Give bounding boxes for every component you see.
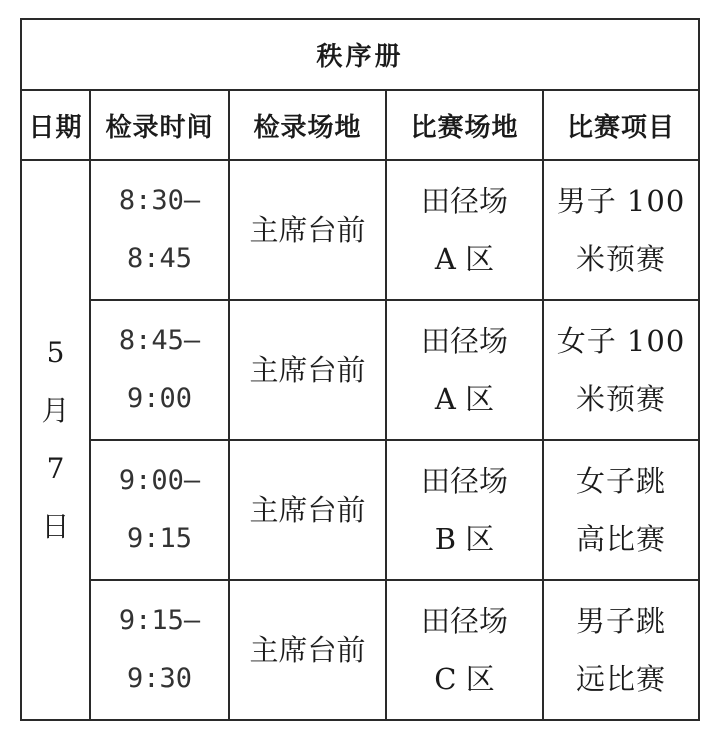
date-num: 7 xyxy=(46,452,65,485)
event-line-1: 女子 100 xyxy=(556,324,686,358)
event-line-1: 女子跳 xyxy=(576,464,667,498)
checkin-time-cell xyxy=(90,440,229,580)
event-cell xyxy=(543,160,699,300)
checkin-time-cell xyxy=(90,300,229,440)
event-cell xyxy=(543,300,699,440)
checkin-place-cell: 主席台前 xyxy=(229,580,386,720)
header-event: 比赛项目 xyxy=(543,90,699,160)
venue-cell xyxy=(386,440,543,580)
venue-zone: A 区 xyxy=(434,382,495,416)
event-line-1: 男子 100 xyxy=(556,184,686,218)
checkin-place-cell: 主席台前 xyxy=(229,160,386,300)
event-line-2: 高比赛 xyxy=(576,522,667,556)
time-end: 9:00 xyxy=(126,383,193,414)
date-day-char: 日 xyxy=(41,510,70,543)
header-checkin-time: 检录时间 xyxy=(90,90,229,160)
date-month-char: 月 xyxy=(41,394,70,427)
event-line-1: 男子跳 xyxy=(576,604,667,638)
venue-zone: A 区 xyxy=(434,242,495,276)
checkin-time-cell xyxy=(90,580,229,720)
schedule-sheet xyxy=(20,18,700,721)
time-end: 8:45 xyxy=(126,243,193,274)
time-start: 8:45— xyxy=(118,325,201,356)
time-end: 9:30 xyxy=(126,663,193,694)
time-start: 9:15— xyxy=(118,605,201,636)
checkin-time-cell xyxy=(90,160,229,300)
date-cell xyxy=(21,160,90,720)
venue-name: 田径场 xyxy=(420,184,508,218)
venue-zone: C 区 xyxy=(434,662,495,696)
header-venue: 比赛场地 xyxy=(386,90,543,160)
header-checkin-place: 检录场地 xyxy=(229,90,386,160)
event-cell xyxy=(543,580,699,720)
checkin-place-cell: 主席台前 xyxy=(229,300,386,440)
venue-name: 田径场 xyxy=(420,324,508,358)
table-row xyxy=(21,160,699,300)
schedule-table xyxy=(20,18,700,721)
venue-name: 田径场 xyxy=(420,604,508,638)
time-start: 9:00— xyxy=(118,465,201,496)
event-line-2: 远比赛 xyxy=(576,662,667,696)
event-cell xyxy=(543,440,699,580)
venue-zone: B 区 xyxy=(434,522,495,556)
venue-cell xyxy=(386,300,543,440)
header-date: 日期 xyxy=(21,90,90,160)
table-row xyxy=(21,300,699,440)
checkin-place-cell: 主席台前 xyxy=(229,440,386,580)
event-line-2: 米预赛 xyxy=(576,242,667,276)
venue-cell xyxy=(386,580,543,720)
event-line-2: 米预赛 xyxy=(576,382,667,416)
venue-name: 田径场 xyxy=(420,464,508,498)
table-title: 秩序册 xyxy=(21,19,699,90)
time-start: 8:30— xyxy=(118,185,201,216)
table-row xyxy=(21,440,699,580)
date-day-number: 5 xyxy=(46,336,65,369)
time-end: 9:15 xyxy=(126,523,193,554)
header-row xyxy=(21,90,699,160)
venue-cell xyxy=(386,160,543,300)
table-row xyxy=(21,580,699,720)
title-row xyxy=(21,19,699,90)
